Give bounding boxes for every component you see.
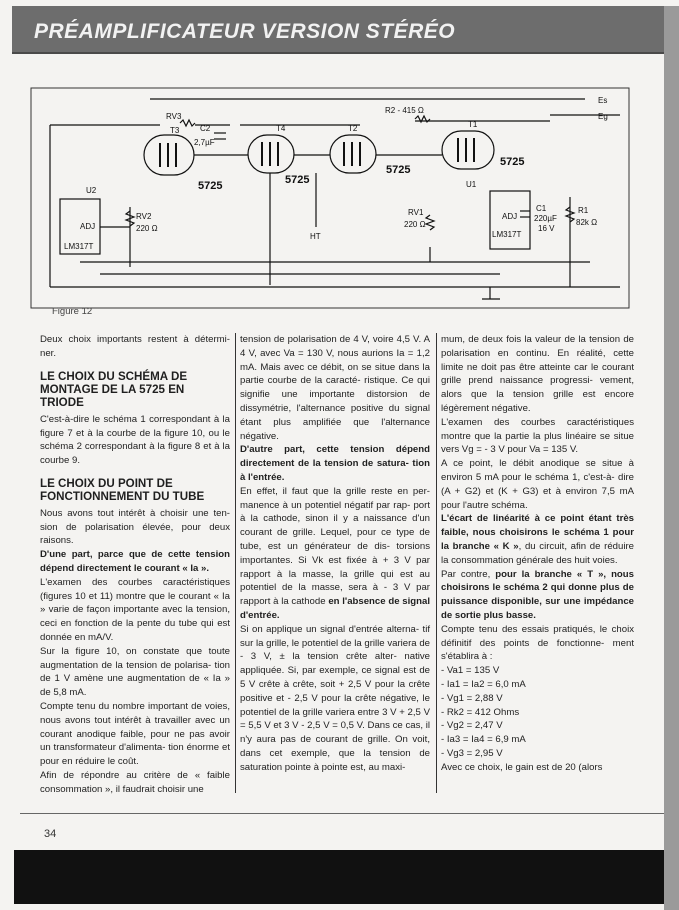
text-column-3: mum, de deux fois la valeur de la tension de polarisation en continu. En réalité, cette limite ne doit pas être atteinte car le courant grille prend naissance progressi- vement, alors que la tension grille est encore légèrement négative. L'examen des courbes caractéristiques montre que la partie la plus linéaire se situe vers Vg = - 3 V pour Va = 135 V. A ce point, le débit anodique se situe à environ 5 mA pour le schéma 1, c'est-à- dire (A + G2) et (K + G3) et à environ 7,5 mA pour l'autre schéma. L'écart de linéarité à ce point étant très faible, nous choisirons le schéma 1 pour la branche « K », du circuit, afin de réduire la consommation générale des huit voies. Par contre, pour la branche « T », nous choisirons le schéma 2 qui donne plus de puissance disponible, sur une impédance de sortie plus basse. Compte tenu des essais pratiqués, le choix définitif des points de fonctionne- ment s'établira à : - Va1 = 135 V - Ia1 = Ia2 = 6,0 mA - Vg1 = 2,88 V - Rk2 = 412 Ohms - Vg2 = 2,47 V - Ia3 = Ia4 = 6,9 mA - Vg3 = 2,95 V Avec ce choix, le gain est de 20 (alors: [441, 334, 634, 773]
tube-label-t1: 5725: [500, 156, 525, 168]
list-item: - Va1 = 135 V: [441, 665, 500, 677]
tube-label-t3: 5725: [198, 180, 223, 192]
label-adj-u1: ADJ: [502, 212, 518, 221]
label-r1: R1: [578, 206, 589, 215]
paragraph: Nous avons tout intérêt à choisir une ten- sion de polarisation élevée, pour deux raisons.: [40, 507, 230, 547]
label-t4: T4: [276, 124, 286, 133]
list-item: - Vg3 = 2,95 V: [441, 747, 503, 759]
section-heading: LE CHOIX DU SCHÉMA DE MONTAGE DE LA 5725 EN TRIODE: [40, 369, 188, 410]
label-t2: T2: [348, 124, 358, 133]
paragraph: Compte tenu du nombre important de voies, nous avons tout intérêt à travailler avec un courant anodique faible, pour ne pas avoir un transformateur d'alimenta- tion énorme et pour en réduire le coût.: [40, 700, 230, 768]
label-t1: T1: [468, 120, 478, 129]
bold-statement: L'écart de linéarité à ce point étant très faible, nous choisirons le schéma 1 pour la branche « K »: [441, 513, 634, 552]
paragraph: C'est-à-dire le schéma 1 correspondant à la figure 7 et à la courbe de la figure 10, ou le schéma 2 correspondant à la figure 8 et à la courbe 9.: [40, 413, 230, 467]
label-es: Es: [598, 96, 608, 105]
page-edge-strip: [664, 6, 679, 910]
label-u2: U2: [86, 186, 97, 195]
text-column-1: [40, 333, 230, 797]
label-eg: Eg: [598, 112, 608, 121]
schematic-diagram: [30, 87, 630, 319]
label-adj-u2: ADJ: [80, 222, 96, 231]
footer-bar: [14, 850, 664, 904]
label-rv3: RV3: [166, 112, 182, 121]
paragraph: Sur la figure 10, on constate que toute augmentation de la tension de polarisa- tion de 1 V amène une augmentation de « Ia » de 5,8 mA.: [40, 645, 230, 699]
label-ic-u2: LM317T: [64, 242, 94, 251]
page-title: PRÉAMPLIFICATEUR VERSION STÉRÉO: [34, 20, 456, 43]
list-item: - Ia1 = Ia2 = 6,0 mA: [441, 678, 526, 690]
bold-statement: D'autre part, cette tension dépend directement de la tension de satura- tion à l'entrée.: [240, 444, 430, 483]
tube-label-t4: 5725: [285, 174, 310, 186]
label-ht: HT: [310, 232, 321, 241]
bold-statement: pour la branche « T », nous choisirons le schéma 2 qui donne plus de puissance disponible, sur une impédance de sortie plus basse.: [441, 568, 634, 621]
list-item: - Ia3 = Ia4 = 6,9 mA: [441, 734, 526, 746]
label-c1-voltage: 16 V: [538, 224, 555, 233]
bold-statement: D'une part, parce que de cette tension dépend directement le courant « Ia ».: [40, 549, 230, 574]
label-rv1: RV1: [408, 208, 424, 217]
footer-rule: [20, 813, 664, 814]
paragraph: Deux choix importants restent à détermi- ner.: [40, 334, 230, 359]
list-item: - Vg1 = 2,88 V: [441, 692, 503, 704]
list-item: - Vg2 = 2,47 V: [441, 720, 503, 732]
label-c2: C2: [200, 124, 211, 133]
label-r2: R2 - 415 Ω: [385, 106, 424, 115]
paragraph: mum, de deux fois la valeur de la tension de polarisation en continu. En réalité, cette limite ne doit pas être atteinte car le courant grille prend naissance progressi- vement, alors que la tension grille est encore légèrement négative.: [441, 334, 634, 414]
section-heading: LE CHOIX DU POINT DE FONCTIONNEMENT DU TUBE: [40, 477, 205, 504]
schematic-figure: [30, 87, 630, 319]
paragraph: Compte tenu des essais pratiqués, le choix définitif des points de fonctionne- ment s'établira à :: [441, 623, 634, 663]
label-c1-value: 220µF: [534, 214, 557, 223]
paragraph: L'examen des courbes caractéristiques montre que la partie la plus linéaire se situe vers Vg = - 3 V pour Va = 135 V.: [441, 416, 634, 456]
paragraph: A ce point, le débit anodique se situe à environ 5 mA pour le schéma 1, c'est-à- dire (A + G2) et (K + G3) et à environ 7,5 mA pour l'autre schéma.: [441, 458, 634, 511]
paragraph: Si on applique un signal d'entrée alterna- tif sur la grille, le potentiel de la grille variera de - 3 V, ± la tension crête alter- native appliquée. Si, par exemple, ce signal est de 5 V crête à crête, soit + 2,5 V pour la crête positive et - 2,5 V pour la crête négative, le potentiel de la grille variera entre 3 V + 2,5 V = 5,5 V et 3 V - 2,5 V = 0,5 V. Dans ce cas, il n'y aura pas de courant de grille. On voit, dans cet exemple, que la tension de saturation pointe à pointe est, au maxi-: [240, 623, 430, 773]
page-number: 34: [44, 828, 57, 840]
figure-caption: Figure 12: [52, 306, 93, 317]
column-divider: [235, 333, 236, 793]
column-divider: [436, 333, 437, 793]
label-ic-u1: LM317T: [492, 230, 522, 239]
paragraph: Par contre,: [441, 568, 491, 580]
label-u1: U1: [466, 180, 477, 189]
paragraph: tension de polarisation de 4 V, voire 4,5 V. A 4 V, avec Va = 130 V, nous aurions Ia = 1,2 mA. Mais avec ce débit, on se situe dans la partie courbe de la caracté- ristique. Ce qui signifie une importante distorsion de dissymétrie, l'alternance positive du signal étant plus amplifiée que l'alternance négative.: [240, 334, 430, 442]
label-rv2: RV2: [136, 212, 152, 221]
label-rv2-value: 220 Ω: [136, 224, 158, 233]
paragraph: du circuit, afin de réduire la consommation générale des huit voies.: [441, 540, 634, 566]
paragraph: Afin de répondre au critère de « faible consommation », il faudrait choisir une: [40, 769, 230, 795]
paragraph: En effet, il faut que la grille reste en per- manence à un potentiel négatif par rap- port à la cathode, sinon il y a naissance d'un courant de grille. Lequel, pour ce type de tube, est un générateur de dis- torsions importantes. Si Vk est fixée à + 3 V par rapport à la masse, la grille qui est au potentiel de la masse, sera à - 3 V par rapport à la cathode: [240, 485, 430, 608]
bold-phrase: en l'absence de signal d'entrée.: [240, 596, 430, 621]
label-rv1-value: 220 Ω: [404, 220, 426, 229]
label-c1: C1: [536, 204, 547, 213]
label-r1-value: 82k Ω: [576, 218, 598, 227]
paragraph: Avec ce choix, le gain est de 20 (alors: [441, 761, 603, 773]
tube-label-t2: 5725: [386, 164, 411, 176]
text-column-2: [240, 333, 430, 775]
label-t3: T3: [170, 126, 180, 135]
list-item: - Rk2 = 412 Ohms: [441, 706, 520, 718]
header-banner: [12, 6, 664, 54]
label-c2-value: 2,7µF: [194, 138, 215, 147]
paragraph: L'examen des courbes caractéristiques (figures 10 et 11) montre que le courant « Ia » varie de façon importante avec la tension, ceci en fonction de la pente du tube qui est donnée en mA/V.: [40, 576, 230, 643]
